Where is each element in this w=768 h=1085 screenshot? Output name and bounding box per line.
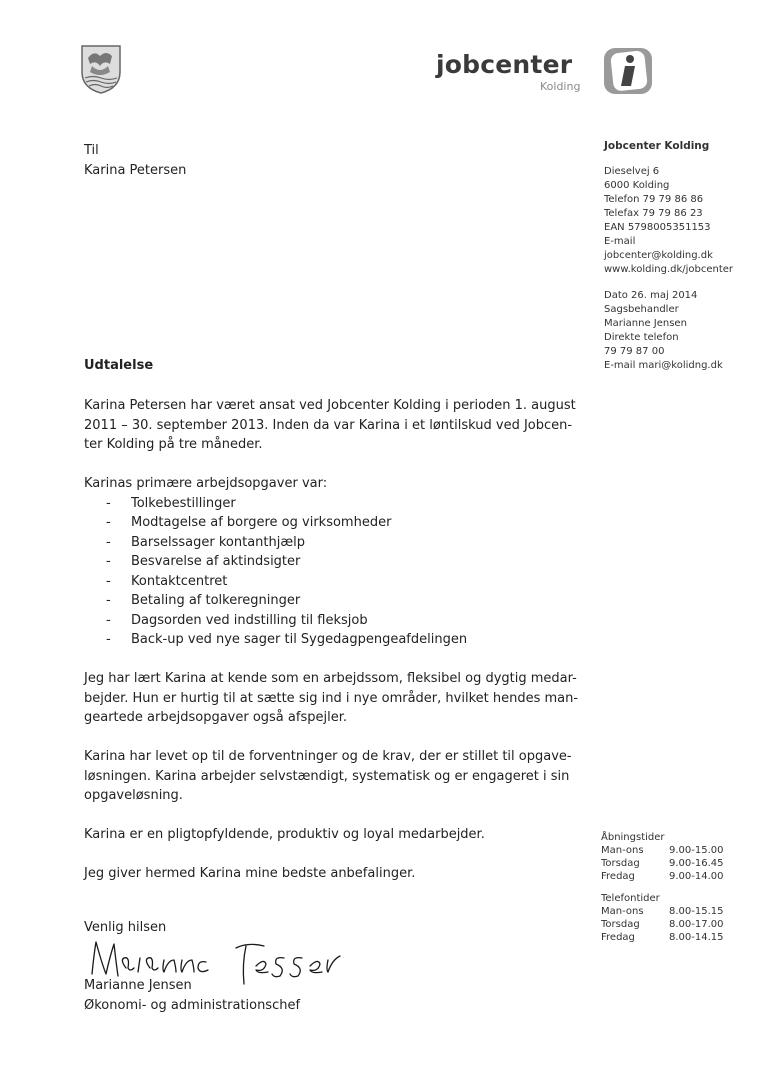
paragraph — [84, 747, 584, 806]
hours-row: Fredag 8.00-14.15 — [601, 932, 724, 943]
hours-row: Torsdag 9.00-16.45 — [601, 858, 724, 869]
text-line: Karina Petersen har været ansat ved Jobcenter Kolding i perioden 1. august — [84, 398, 576, 413]
recipient-block — [84, 141, 186, 181]
hours-row: Torsdag 8.00-17.00 — [601, 919, 724, 930]
logo-subtitle: Kolding — [540, 80, 581, 93]
hours-row: Man-ons 8.00-15.15 — [601, 906, 724, 917]
closing: Venlig hilsen — [84, 920, 167, 935]
paragraph — [84, 396, 584, 455]
text-line: Jeg har lært Karina at kende som en arbejdssom, fleksibel og dygtig medar- — [84, 671, 577, 686]
text-line: ter Kolding på tre måneder. — [84, 437, 263, 452]
letter-subject: Udtalelse — [84, 358, 154, 373]
text-line: Karina har levet op til de forventninger og de krav, der er stillet til opgave- — [84, 749, 572, 764]
list-item: - Tolkebestillinger — [106, 495, 236, 511]
case-line: Dato 26. maj 2014 — [604, 290, 698, 301]
kolding-crest-icon — [80, 44, 122, 94]
list-item: - Barselssager kontanthjælp — [106, 534, 305, 550]
task-list — [84, 494, 584, 650]
text-line: 2011 – 30. september 2013. Inden da var Karina i et løntilskud ved Jobcen- — [84, 417, 573, 433]
case-line: Marianne Jensen — [604, 318, 687, 329]
address-line: E-mail — [604, 236, 636, 247]
address-line: EAN 5798005351153 — [604, 222, 711, 233]
list-item: - Back-up ved nye sager til Sygedagpengeafdelingen — [106, 632, 468, 647]
recipient-name: Karina Petersen — [84, 163, 187, 178]
address-line: 6000 Kolding — [604, 180, 670, 191]
logo-wordmark: jobcenter — [436, 50, 573, 79]
paragraph — [84, 669, 584, 728]
opening-hours-title: Åbningstider — [601, 832, 665, 843]
info-i-icon — [602, 46, 654, 96]
case-line: E-mail mari@kolidng.dk — [604, 360, 723, 371]
phone-hours-title: Telefontider — [601, 893, 660, 904]
jobcenter-logo — [436, 46, 656, 100]
case-line: 79 79 87 00 — [604, 346, 665, 357]
list-item: - Betaling af tolkeregninger — [106, 593, 301, 608]
hours-row: Fredag 9.00-14.00 — [601, 871, 724, 882]
text-line: bejder. Hun er hurtig til at sætte sig ind i nye områder, hvilket hendes man- — [84, 690, 579, 706]
website-link[interactable]: www.kolding.dk/jobcenter — [604, 264, 734, 275]
tasks-intro: Karinas primære arbejdsopgaver var: — [84, 476, 328, 491]
text-line: opgaveløsning. — [84, 788, 183, 803]
list-item: - Modtagelse af borgere og virksomheder — [106, 515, 392, 530]
hours-block — [601, 831, 729, 944]
email-link[interactable]: jobcenter@kolding.dk — [604, 250, 713, 261]
address-line: Dieselvej 6 — [604, 166, 660, 177]
paragraph: Karina er en pligtopfyldende, produktiv og loyal medarbejder. — [84, 827, 485, 842]
address-line: Telefax 79 79 86 23 — [604, 208, 703, 219]
to-label: Til — [84, 143, 99, 158]
case-line: Sagsbehandler — [604, 304, 679, 315]
list-item: - Dagsorden ved indstilling til fleksjob — [106, 612, 368, 628]
hours-row: Man-ons 9.00-15.00 — [601, 845, 724, 856]
list-item: - Besvarelse af aktindsigter — [106, 554, 301, 569]
text-line: løsningen. Karina arbejder selvstændigt, systematisk og er engageret i sin — [84, 768, 570, 784]
sender-info — [604, 139, 733, 373]
list-item: - Kontaktcentret — [106, 573, 228, 589]
signer-block — [84, 976, 300, 1016]
text-line: geartede arbejdsopgaver også afspejler. — [84, 710, 347, 725]
case-line: Direkte telefon — [604, 332, 679, 343]
signer-title: Økonomi- og administrationschef — [84, 998, 301, 1013]
paragraph: Jeg giver hermed Karina mine bedste anbefalinger. — [84, 866, 416, 881]
letter-body — [84, 396, 584, 903]
sender-org: Jobcenter Kolding — [604, 140, 710, 152]
address-line: Telefon 79 79 86 86 — [604, 194, 704, 205]
signer-name: Marianne Jensen — [84, 978, 192, 993]
